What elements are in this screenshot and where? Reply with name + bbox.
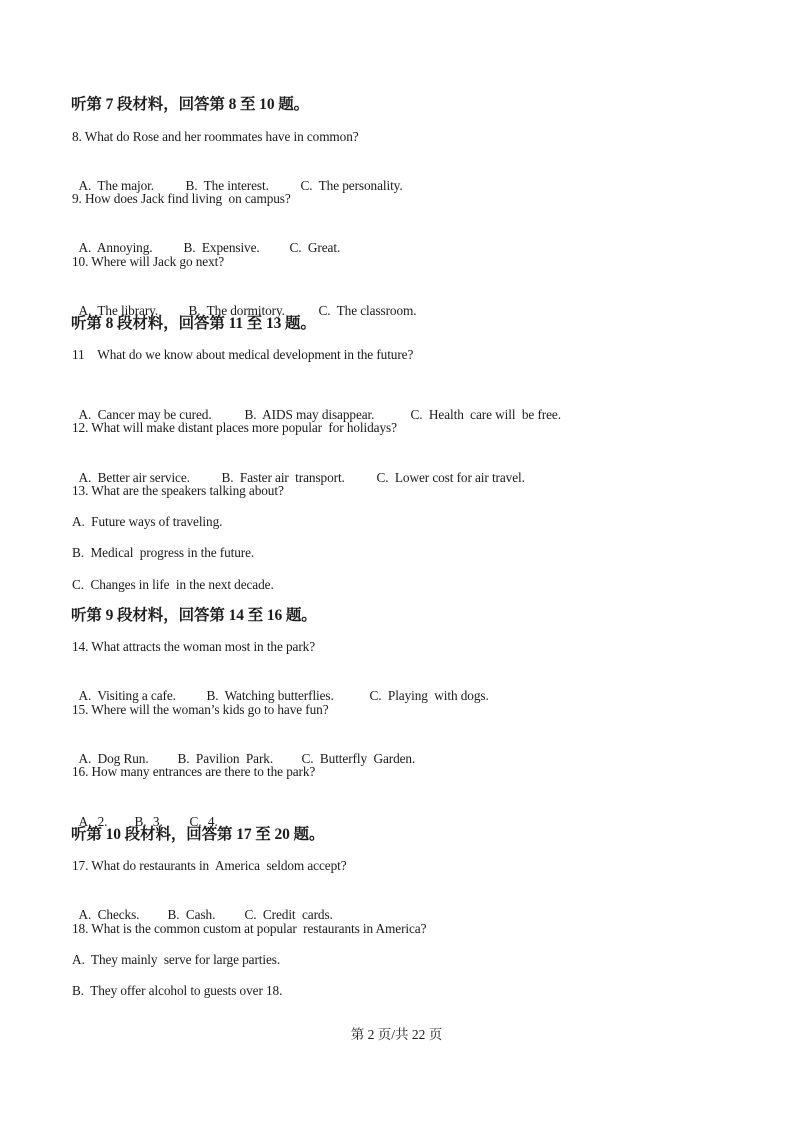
question-16: 16. How many entrances are there to the park? (72, 764, 316, 779)
option-12-c: C. Lower cost for air travel. (376, 470, 525, 485)
option-17-c: C. Credit cards. (244, 907, 333, 922)
option-10-a: A. The library. (78, 303, 159, 318)
option-11-c: C. Health care will be free. (410, 407, 561, 422)
option-16-a: A. 2. (78, 814, 108, 829)
option-9-a: A. Annoying. (78, 240, 153, 255)
option-17-a: A. Checks. (78, 907, 140, 922)
option-10-b: B. The dormitory. (188, 303, 285, 318)
question-15: 15. Where will the woman’s kids go to have fun? (72, 702, 329, 717)
question-13: 13. What are the speakers talking about? (72, 483, 284, 498)
option-14-b: B. Watching butterflies. (206, 688, 334, 703)
section-heading-9: 听第 9 段材料，回答第 14 至 16 题。 (71, 607, 317, 624)
option-8-a: A. The major. (78, 178, 154, 193)
option-18-b: B. They offer alcohol to guests over 18. (72, 983, 283, 998)
option-13-c: C. Changes in life in the next decade. (72, 577, 274, 592)
option-9-c: C. Great. (289, 240, 341, 255)
page-footer: 第 2 页/共 22 页 (350, 1027, 443, 1042)
option-16-b: B. 3. (134, 814, 163, 829)
option-11-b: B. AIDS may disappear. (244, 407, 375, 422)
option-14-a: A. Visiting a cafe. (78, 688, 176, 703)
question-11: 11 What do we know about medical development in the future? (72, 347, 414, 362)
question-14: 14. What attracts the woman most in the park? (72, 639, 316, 654)
question-8: 8. What do Rose and her roommates have in common? (72, 129, 359, 144)
option-15-c: C. Butterfly Garden. (301, 751, 416, 766)
section-heading-8: 听第 8 段材料，回答第 11 至 13 题。 (71, 315, 316, 332)
option-15-b: B. Pavilion Park. (177, 751, 274, 766)
question-18: 18. What is the common custom at popular restaurants in America? (72, 921, 427, 936)
section-heading-10: 听第 10 段材料，回答第 17 至 20 题。 (71, 826, 325, 843)
option-13-b: B. Medical progress in the future. (72, 545, 255, 560)
question-9: 9. How does Jack find living on campus? (72, 191, 291, 206)
option-14-c: C. Playing with dogs. (369, 688, 489, 703)
question-12: 12. What will make distant places more popular for holidays? (72, 420, 397, 435)
option-8-c: C. The personality. (300, 178, 403, 193)
options-17 (72, 888, 333, 924)
section-heading-7: 听第 7 段材料，回答第 8 至 10 题。 (71, 96, 310, 113)
options-14 (72, 669, 489, 705)
option-9-b: B. Expensive. (183, 240, 260, 255)
option-12-b: B. Faster air transport. (221, 470, 345, 485)
option-18-a: A. They mainly serve for large parties. (72, 952, 281, 967)
option-12-a: A. Better air service. (78, 470, 190, 485)
options-9 (72, 221, 340, 257)
option-13-a: A. Future ways of traveling. (72, 514, 223, 529)
option-10-c: C. The classroom. (318, 303, 417, 318)
option-15-a: A. Dog Run. (78, 751, 149, 766)
option-16-c: C. 4. (189, 814, 218, 829)
question-17: 17. What do restaurants in America seldom accept? (72, 858, 347, 873)
option-8-b: B. The interest. (185, 178, 269, 193)
question-10: 10. Where will Jack go next? (72, 254, 225, 269)
option-11-a: A. Cancer may be cured. (78, 407, 212, 422)
option-17-b: B. Cash. (167, 907, 216, 922)
